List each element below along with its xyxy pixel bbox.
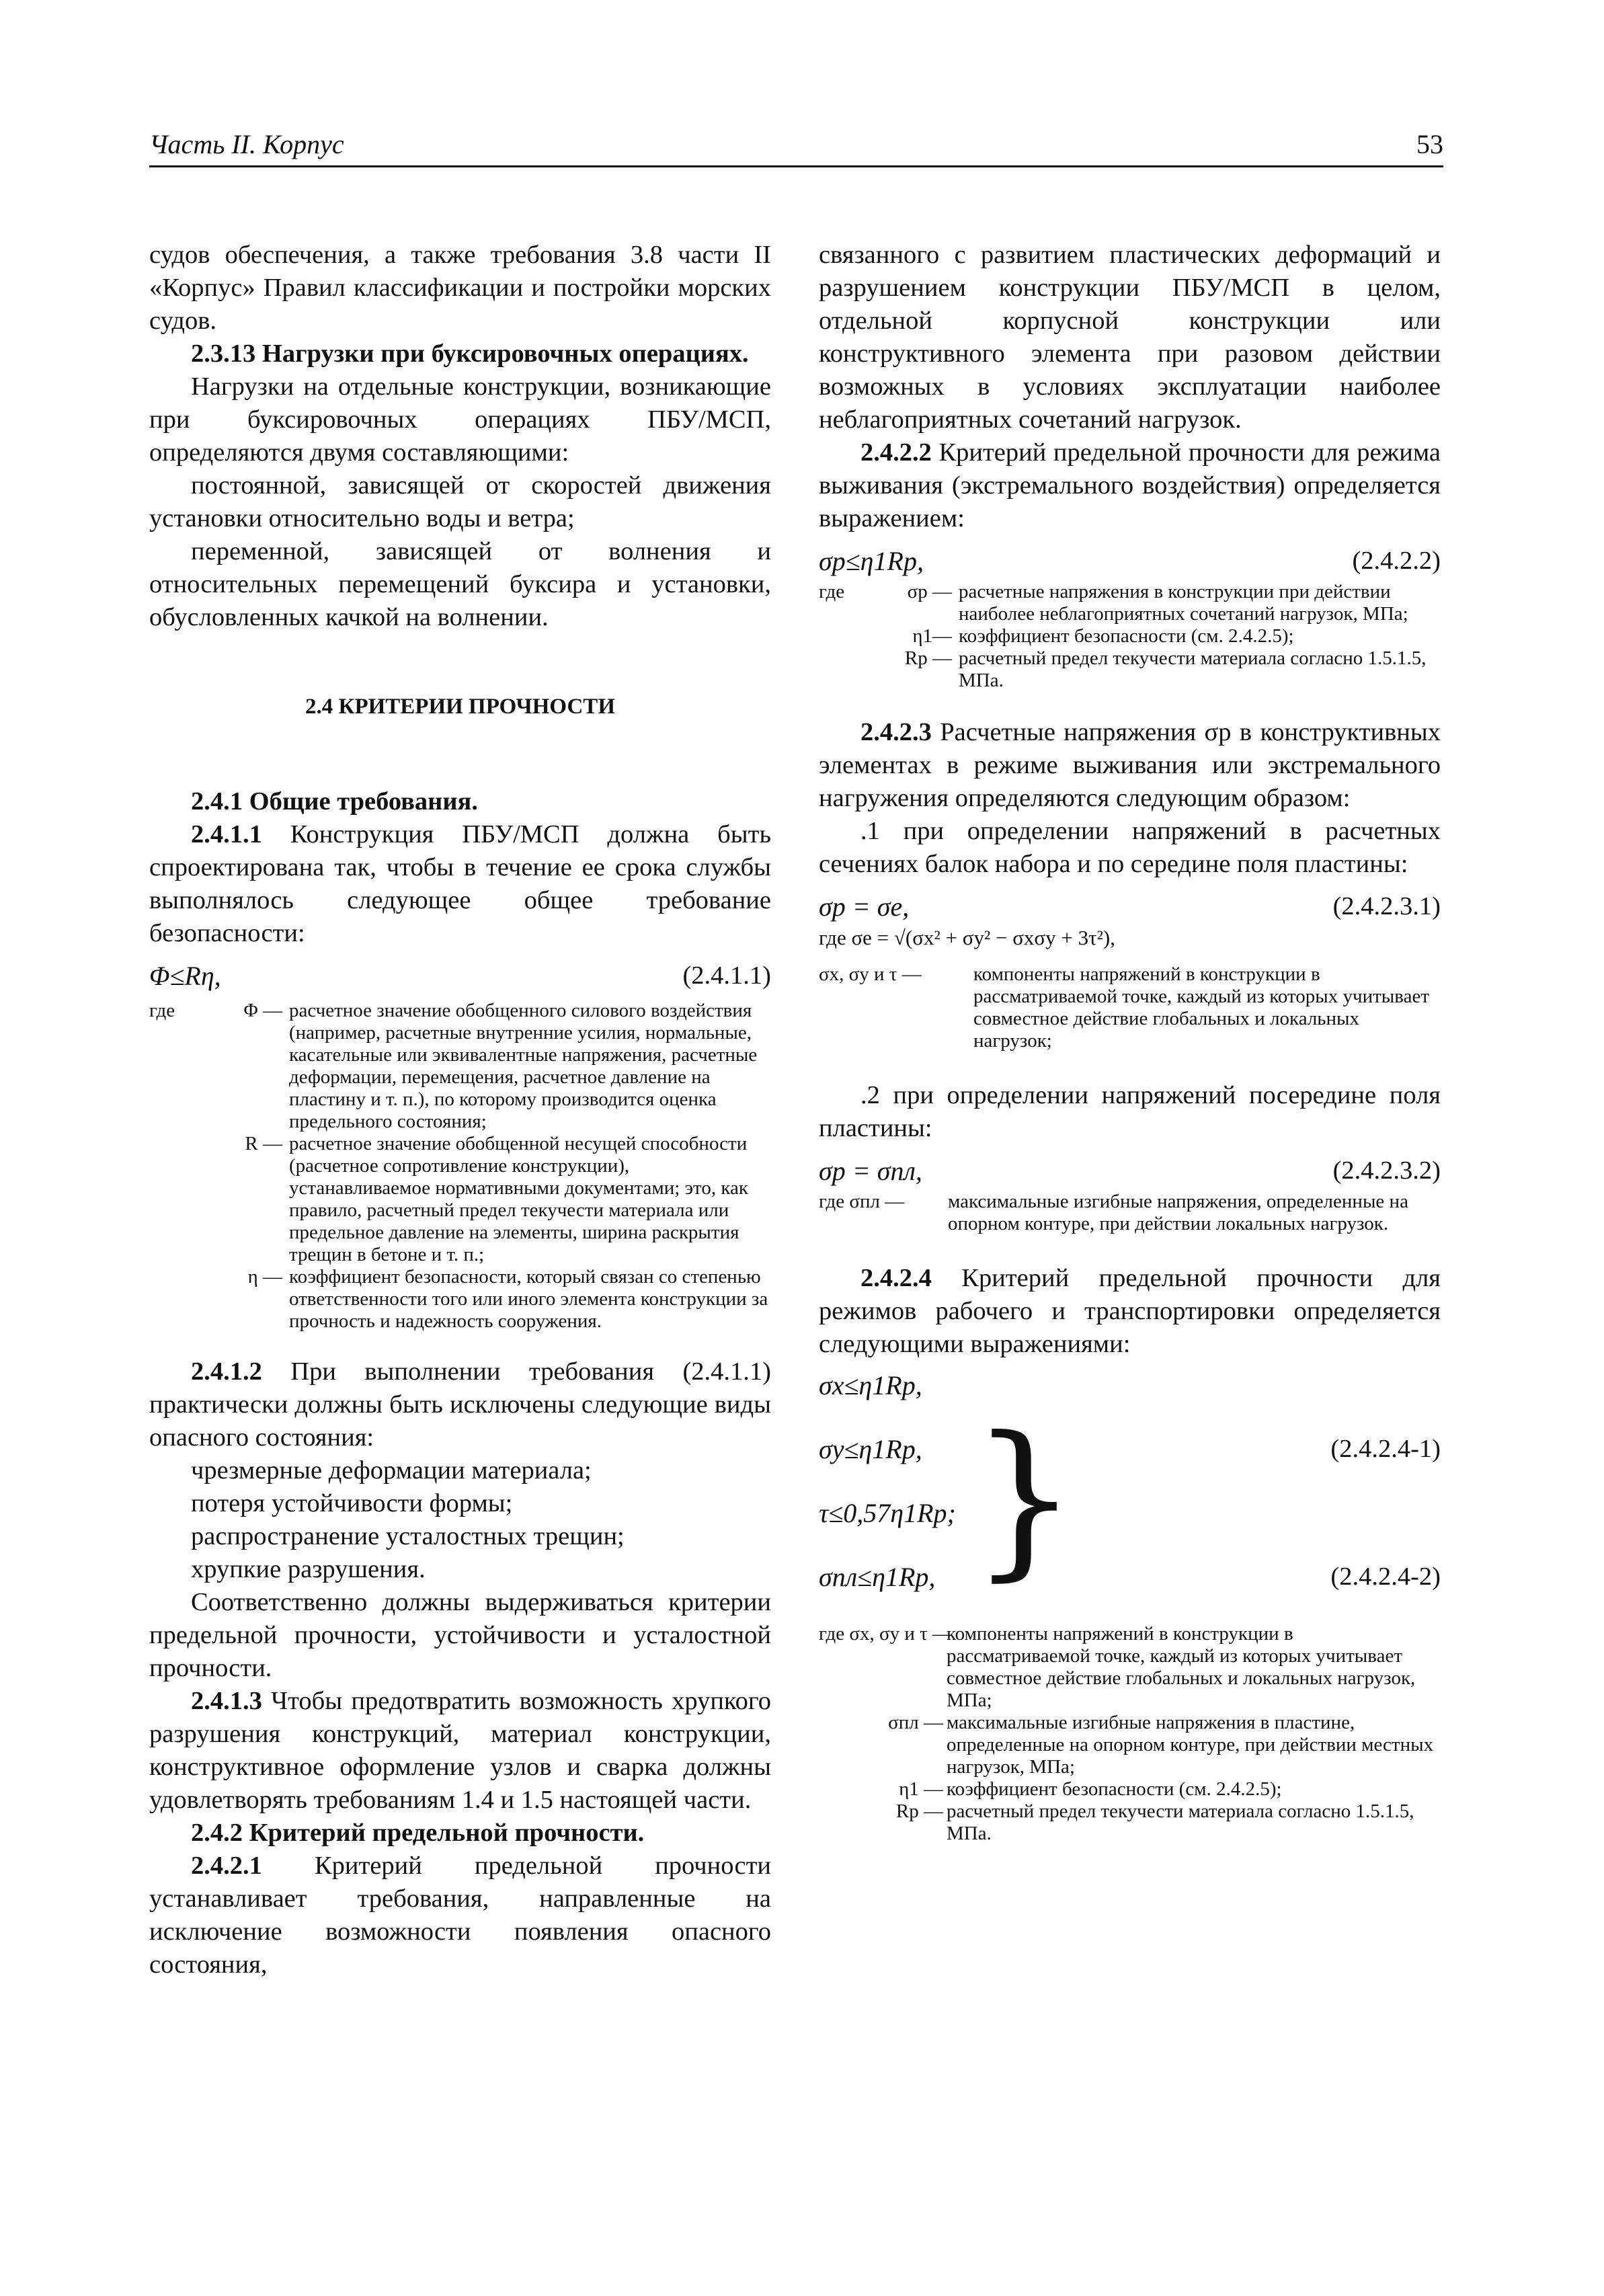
equation-formula: σp = σe, <box>819 892 910 922</box>
running-header <box>149 128 1443 167</box>
paragraph: переменной, зависящей от волнения и относительных перемещений буксира и установки, обусловленных качкой на волнении. <box>149 537 771 631</box>
list-item: чрезмерные деформации материала; <box>191 1456 592 1485</box>
equation-number: (2.4.1.1) <box>682 961 771 990</box>
clause-2-4-2-1: 2.4.2.1 Критерий предельной прочности устанавливает требования, направленные на исключение возможности появления опасного состояния, <box>149 1852 771 1979</box>
definition-item: σp — расчетные напряжения в конструкции при действии наиболее неблагоприятных сочетаний нагрузок, МПа; <box>907 581 1408 625</box>
paragraph: судов обеспечения, а также требования 3.8 части II «Корпус» Правил классификации и постройки морских судов. <box>149 241 771 335</box>
equation-formula: σпл≤η1Rp, <box>819 1562 936 1592</box>
list-item-2: .2 при определении напряжений посередине поля пластины: <box>819 1081 1441 1142</box>
where-label: где <box>149 1000 175 1021</box>
paragraph: Соответственно должны выдерживаться критерии предельной прочности, устойчивости и усталостной прочности. <box>149 1588 771 1682</box>
definition-item: где σпл — максимальные изгибные напряжения, определенные на опорном контуре, при действии локальных нагрузок. <box>819 1191 1408 1234</box>
equation-2-4-1-1 <box>149 957 771 996</box>
header-part-title: Часть II. Корпус <box>149 129 344 159</box>
equation-number: (2.4.2.3.1) <box>1332 892 1441 920</box>
section-title: 2.4 КРИТЕРИИ ПРОЧНОСТИ <box>305 695 615 719</box>
subsection-heading-2-4-1: 2.4.1 Общие требования. <box>191 787 478 816</box>
equation-group-2-4-2-4 <box>819 1361 1441 1616</box>
subsection-heading-2-3-13: 2.3.13 Нагрузки при буксировочных операциях. <box>191 340 749 368</box>
equation-number: (2.4.2.4-1) <box>1330 1435 1441 1463</box>
definitions-list <box>149 1000 771 1333</box>
definition-item: η — коэффициент безопасности, который связан со степенью ответственности того или иного элемента конструкции за прочность и надежность сооружения. <box>247 1266 768 1332</box>
right-column <box>819 239 1441 1845</box>
definition-item: Rp — расчетный предел текучести материала согласно 1.5.1.5, МПа. <box>895 1800 1414 1844</box>
equation-formula: σp≤η1Rp, <box>819 546 924 576</box>
clause-2-4-2-3: 2.4.2.3 Расчетные напряжения σp в конструктивных элементах в режиме выживания или экстремального нагружения определяются следующим образом: <box>819 718 1441 812</box>
left-column <box>149 239 771 1981</box>
subsection-heading-2-4-2: 2.4.2 Критерий предельной прочности. <box>191 1819 645 1847</box>
clause-2-4-2-4: 2.4.2.4 Критерий предельной прочности для режимов рабочего и транспортировки определяется следующими выражениями: <box>819 1264 1441 1358</box>
definitions-list <box>819 1623 1441 1845</box>
definition-item: η1 — коэффициент безопасности (см. 2.4.2.5); <box>899 1778 1282 1800</box>
equation-2-4-2-3-2 <box>819 1152 1441 1191</box>
clause-2-4-1-2: 2.4.1.2 При выполнении требования (2.4.1.1) практически должны быть исключены следующие виды опасного состояния: <box>149 1357 771 1452</box>
definition-item: Rp — расчетный предел текучести материала согласно 1.5.1.5, МПа. <box>904 647 1427 691</box>
equation-formula: Φ≤Rη, <box>149 961 221 991</box>
equation-formula: σx≤η1Rp, <box>819 1370 922 1400</box>
list-item-1: .1 при определении напряжений в расчетных сечениях балок набора и по середине поля пластины: <box>819 817 1441 878</box>
clause-2-4-2-2: 2.4.2.2 Критерий предельной прочности для режима выживания (экстремального воздействия) определяется выражением: <box>819 438 1441 532</box>
paragraph: Нагрузки на отдельные конструкции, возникающие при буксировочных операциях ПБУ/МСП, определяются двумя составляющими: <box>149 372 771 467</box>
list-item: хрупкие разрушения. <box>191 1555 426 1583</box>
equation-formula: σy≤η1Rp, <box>819 1434 922 1464</box>
equation-formula: τ≤0,57η1Rp; <box>819 1498 956 1528</box>
where-label: где <box>819 581 845 602</box>
list-item: потеря устойчивости формы; <box>191 1489 513 1517</box>
clause-2-4-1-1: 2.4.1.1 Конструкция ПБУ/МСП должна быть спроектирована так, чтобы в течение ее срока службы выполнялось следующее общее требование безопасности: <box>149 820 772 947</box>
definition-item: Φ — расчетное значение обобщенного силового воздействия (например, расчетные внутренние усилия, нормальные, касательные или эквивалентные напряжения, расчетные деформации, перемещения, расчетное давление на пластину и т. п.), по которому производится оценка предельного состояния; <box>243 1000 758 1132</box>
equation-number: (2.4.2.3.2) <box>1332 1156 1441 1185</box>
list-item: распространение усталостных трещин; <box>191 1522 625 1550</box>
definition-item: σпл — максимальные изгибные напряжения в пластине, определенные на опорном контуре, при действии местных нагрузок, МПа; <box>888 1712 1434 1778</box>
definition-item: η1— коэффициент безопасности (см. 2.4.2.5); <box>912 625 1294 647</box>
equation-number: (2.4.2.4-2) <box>1330 1562 1441 1591</box>
definition-item: где σx, σy и τ — компоненты напряжений в конструкции в рассматриваемой точке, каждый из которых учитывает совместное действие глобальных и локальных нагрузок, МПа; <box>819 1623 1416 1711</box>
equation-formula: σp = σпл, <box>819 1156 922 1186</box>
definition-item: R — расчетное значение обобщенной несущей способности (расчетное сопротивление конструкции), устанавливаемое нормативными документами; это, как правило, расчетный предел текучести материала или предельное давление на элементы, ширина раскрытия трещин в бетоне и т. п.; <box>245 1133 748 1265</box>
page-number: 53 <box>1416 129 1443 159</box>
equation-2-4-2-3-1 <box>819 887 1441 926</box>
paragraph: связанного с развитием пластических деформаций и разрушением конструкции ПБУ/МСП в целом, отдельной корпусной конструкции или конструктивного элемента при разовом действии возможных в условиях эксплуатации наиболее неблагоприятных сочетаний нагрузок. <box>819 241 1441 434</box>
paragraph: постоянной, зависящей от скоростей движения установки относительно воды и ветра; <box>149 471 771 532</box>
definitions-list <box>819 581 1441 692</box>
definition-item: σx, σy и τ — компоненты напряжений в конструкции в рассматриваемой точке, каждый из которых учитывает совместное действие глобальных и локальных нагрузок; <box>819 963 1430 1052</box>
clause-2-4-1-3: 2.4.1.3 Чтобы предотвратить возможность хрупкого разрушения конструкций, материал конструкции, конструктивное оформление узлов и сварка должны удовлетворять требованиям 1.4 и 1.5 настоящей части. <box>149 1687 771 1814</box>
equation-2-4-2-2 <box>819 542 1441 581</box>
equation-where: где σe = √(σx² + σy² − σxσy + 3τ²), <box>819 926 1115 949</box>
equation-number: (2.4.2.2) <box>1352 547 1441 575</box>
right-brace: } <box>971 1400 1078 1596</box>
